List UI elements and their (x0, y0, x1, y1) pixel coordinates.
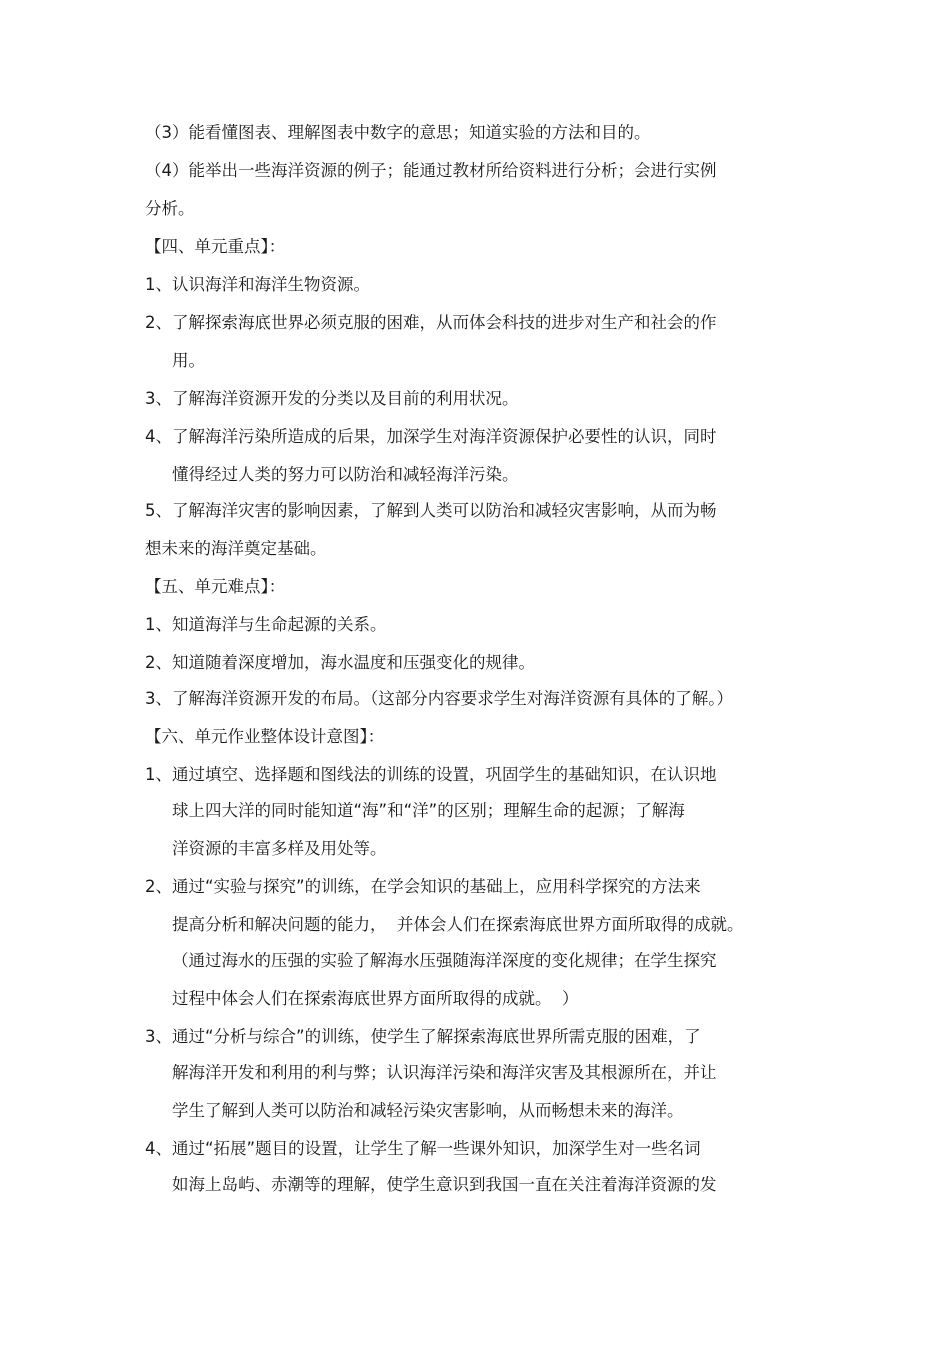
section-heading: 【六、单元作业整体设计意图】： (145, 727, 385, 746)
list-item-continuation: 用。 (172, 351, 205, 370)
text-line: （3）能看懂图表、理解图表中数字的意思；知道实验的方法和目的。 (145, 123, 651, 142)
list-item-continuation: 如海上岛屿、赤潮等的理解，使学生意识到我国一直在关注着海洋资源的发 (172, 1175, 717, 1194)
list-item-continuation: 球上四大洋的同时能知道“海”和“洋”的区别；理解生命的起源；了解海 (172, 801, 685, 820)
list-item-continuation: 解海洋开发和利用的利与弊；认识海洋污染和海洋灾害及其根源所在，并让 (172, 1063, 717, 1082)
section-heading: 【四、单元重点】： (145, 237, 286, 256)
list-item-continuation: 过程中体会人们在探索海底世界方面所取得的成就。 ） (172, 989, 579, 1008)
list-item: 4、了解海洋污染所造成的后果，加深学生对海洋资源保护必要性的认识，同时 (145, 427, 717, 446)
list-item: 5、了解海洋灾害的影响因素，了解到人类可以防治和减轻灾害影响，从而为畅 (145, 501, 717, 520)
list-item: 3、了解海洋资源开发的布局。（这部分内容要求学生对海洋资源有具体的了解。） (145, 689, 733, 708)
section-heading: 【五、单元难点】： (145, 577, 286, 596)
list-item: 2、通过“实验与探究”的训练，在学会知识的基础上，应用科学探究的方法来 (145, 877, 701, 896)
text-line: （4）能举出一些海洋资源的例子；能通过教材所给资料进行分析；会进行实例 (145, 161, 717, 180)
list-item-continuation: 想未来的海洋奠定基础。 (145, 539, 327, 558)
list-item: 3、了解海洋资源开发的分类以及目前的利用状况。 (145, 389, 519, 408)
list-item: 3、通过“分析与综合”的训练，使学生了解探索海底世界所需克服的困难，了 (145, 1027, 701, 1046)
list-item-continuation: 懂得经过人类的努力可以防治和减轻海洋污染。 (172, 465, 519, 484)
list-item-continuation: （通过海水的压强的实验了解海水压强随海洋深度的变化规律；在学生探究 (172, 951, 717, 970)
list-item: 4、通过“拓展”题目的设置，让学生了解一些课外知识，加深学生对一些名词 (145, 1139, 701, 1158)
text-line: 分析。 (145, 199, 195, 218)
list-item: 1、知道海洋与生命起源的关系。 (145, 615, 387, 634)
list-item-continuation: 洋资源的丰富多样及用处等。 (172, 839, 387, 858)
list-item: 1、认识海洋和海洋生物资源。 (145, 275, 370, 294)
list-item-continuation: 学生了解到人类可以防治和减轻污染灾害影响，从而畅想未来的海洋。 (172, 1101, 684, 1120)
list-item: 2、了解探索海底世界必须克服的困难，从而体会科技的进步对生产和社会的作 (145, 313, 717, 332)
list-item-continuation: 提高分析和解决问题的能力， 并体会人们在探索海底世界方面所取得的成就。 (172, 915, 744, 934)
list-item: 1、通过填空、选择题和图线法的训练的设置，巩固学生的基础知识，在认识地 (145, 765, 717, 784)
list-item: 2、知道随着深度增加，海水温度和压强变化的规律。 (145, 653, 535, 672)
